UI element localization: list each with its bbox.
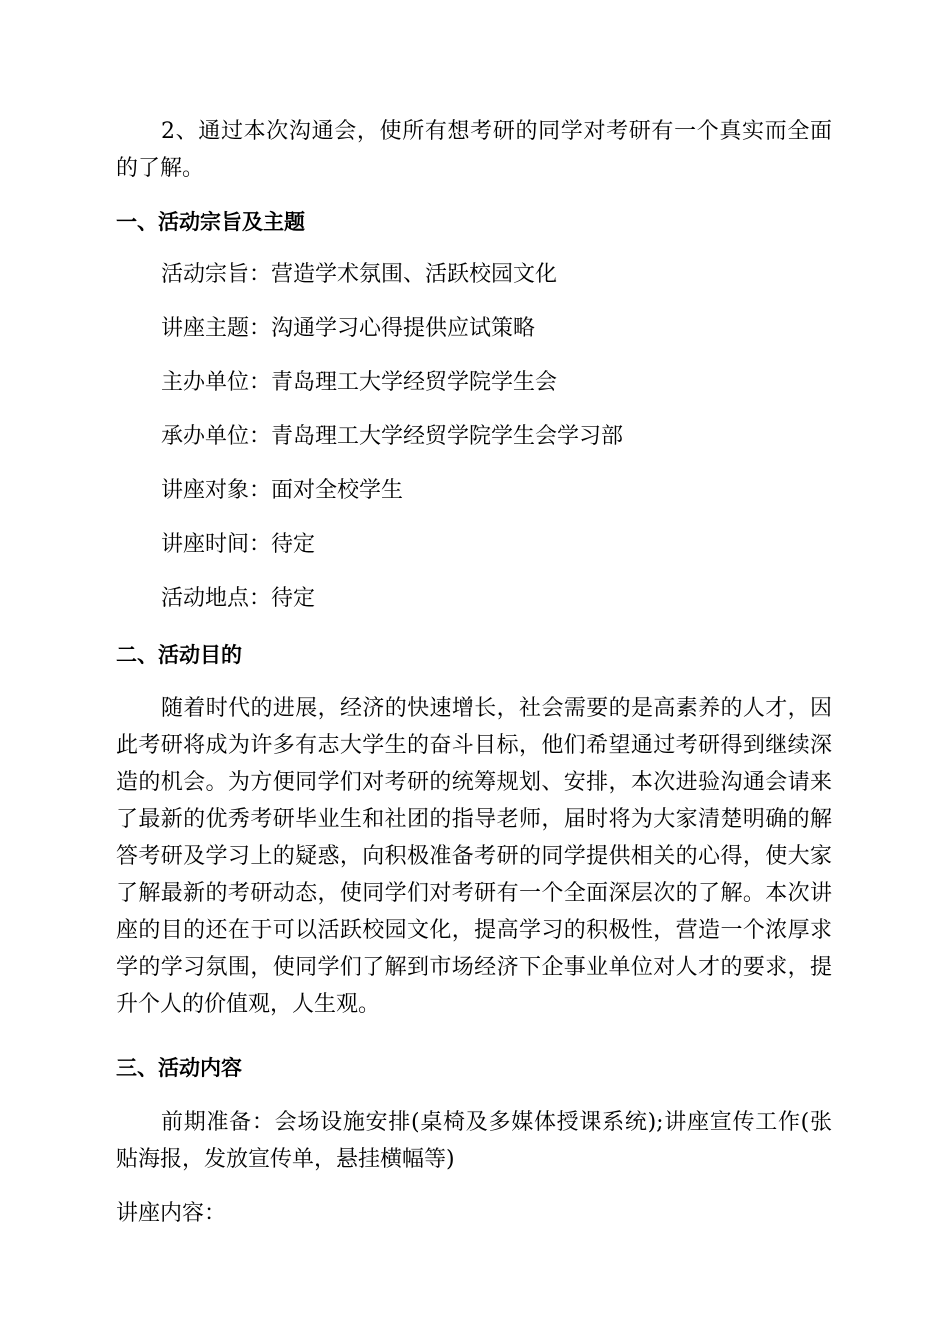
section-heading-content: 三、活动内容 xyxy=(116,1056,242,1080)
objective-paragraph: 随着时代的进展，经济的快速增长，社会需要的是高素养的人才，因此考研将成为许多有志大学生的奋斗目标，他们希望通过考研得到继续深造的机会。为方便同学们对考研的统筹规划、安排，本次进验沟通会请来了最新的优秀考研毕业生和社团的指导老师，届时将为大家清楚明确的解答考研及学习上的疑惑，向积极准备考研的同学提供相关的心得，使大家了解最新的考研动态，使同学们对考研有一个全面深层次的了解。本次讲座的目的还在于可以活跃校园文化，提高学习的积极性，营造一个浓厚求学的学习氛围，使同学们了解到市场经济下企事业单位对人才的要求，提升个人的价值观，人生观。 xyxy=(116,696,832,1017)
content-preparation-paragraph: 前期准备：会场设施安排(桌椅及多媒体授课系统);讲座宣传工作(张贴海报，发放宣传单，悬挂横幅等) xyxy=(116,1110,832,1172)
info-line-time: 讲座时间：待定 xyxy=(161,532,316,557)
intro-paragraph: 2、通过本次沟通会，使所有想考研的同学对考研有一个真实而全面的了解。 xyxy=(116,119,832,181)
lecture-content-label: 讲座内容： xyxy=(116,1201,227,1226)
info-line-activity-purpose: 活动宗旨：营造学术氛围、活跃校园文化 xyxy=(161,262,558,287)
info-line-location: 活动地点：待定 xyxy=(161,586,316,611)
info-line-lecture-theme: 讲座主题：沟通学习心得提供应试策略 xyxy=(161,316,536,341)
section-heading-objective: 二、活动目的 xyxy=(116,643,242,667)
section-heading-purpose-theme: 一、活动宗旨及主题 xyxy=(116,210,305,234)
info-line-host: 主办单位：青岛理工大学经贸学院学生会 xyxy=(161,370,558,395)
info-line-audience: 讲座对象：面对全校学生 xyxy=(161,478,404,503)
info-line-organizer: 承办单位：青岛理工大学经贸学院学生会学习部 xyxy=(161,424,624,449)
